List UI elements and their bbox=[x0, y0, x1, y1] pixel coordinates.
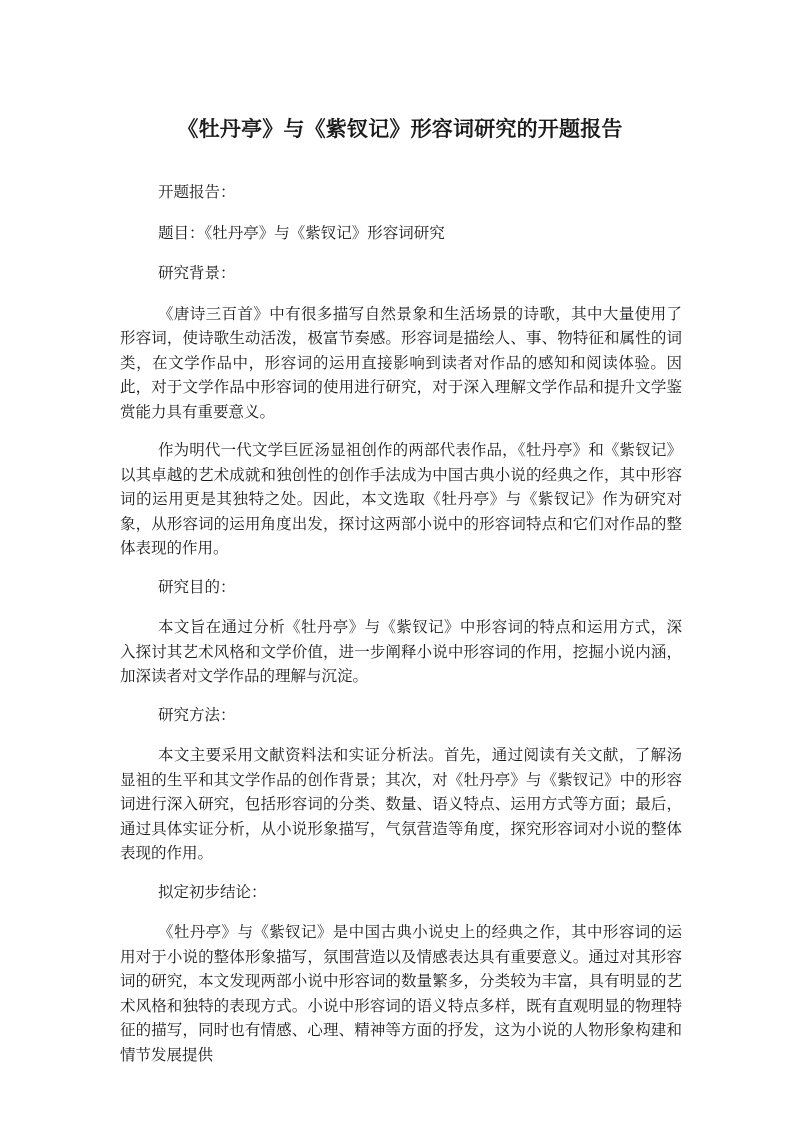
section-label-method: 研究方法： bbox=[158, 705, 236, 724]
paragraph-conclusion: 《牡丹亭》与《紫钗记》是中国古典小说史上的经典之作，其中形容词的运用对于小说的整体形象描写，氛围营造以及情感表达具有重要意义。通过对其形容词的研究，本文发现两部小说中形容词的数量繁多，分类较为丰富，具有明显的艺术风格和独特的表现方式。小说中形容词的语义特点多样，既有直观明显的物理特征的描写，同时也有情感、心理、精神等方面的抒发，这为小说的人物形象构建和情节发展提供 bbox=[120, 923, 682, 1064]
document-body bbox=[120, 180, 682, 1081]
section-label-conclusion: 拟定初步结论： bbox=[158, 882, 267, 901]
paragraph-purpose: 本文旨在通过分析《牡丹亭》与《紫钗记》中形容词的特点和运用方式，深入探讨其艺术风格和文学价值，进一步阐释小说中形容词的作用，挖掘小说内涵，加深读者对文学作品的理解与沉淀。 bbox=[120, 618, 682, 685]
section-label-background: 研究背景： bbox=[158, 264, 236, 282]
section-label-report: 开题报告： bbox=[158, 183, 236, 201]
paragraph-method: 本文主要采用文献资料法和实证分析法。首先，通过阅读有关文献，了解汤显祖的生平和其文学作品的创作背景；其次，对《牡丹亭》与《紫钗记》中的形容词进行深入研究，包括形容词的分类、数量、语义特点、运用方式等方面；最后，通过具体实证分析，从小说形象描写，气氛营造等角度，探究形容词对小说的整体表现的作用。 bbox=[120, 746, 682, 862]
paragraph-background-2: 作为明代一代文学巨匠汤显祖创作的两部代表作品，《牡丹亭》和《紫钗记》以其卓越的艺术成就和独创性的创作手法成为中国古典小说的经典之作，其中形容词的运用更是其独特之处。因此，本文选取《牡丹亭》与《紫钗记》作为研究对象，从形容词的运用角度出发，探讨这两部小说中的形容词特点和它们对作品的整体表现的作用。 bbox=[120, 441, 682, 557]
section-label-topic: 题目：《牡丹亭》与《紫钗记》形容词研究 bbox=[158, 223, 445, 242]
document-title: 《牡丹亭》与《紫钗记》形容词研究的开题报告 bbox=[177, 117, 623, 141]
paragraph-background-1: 《唐诗三百首》中有很多描写自然景象和生活场景的诗歌，其中大量使用了形容词，使诗歌生动活泼，极富节奏感。形容词是描绘人、事、物特征和属性的词类，在文学作品中，形容词的运用直接影响到读者对作品的感知和阅读体验。因此，对于文学作品中形容词的使用进行研究，对于深入理解文学作品和提升文学鉴赏能力具有重要意义。 bbox=[120, 304, 682, 421]
section-label-purpose: 研究目的： bbox=[158, 577, 236, 596]
